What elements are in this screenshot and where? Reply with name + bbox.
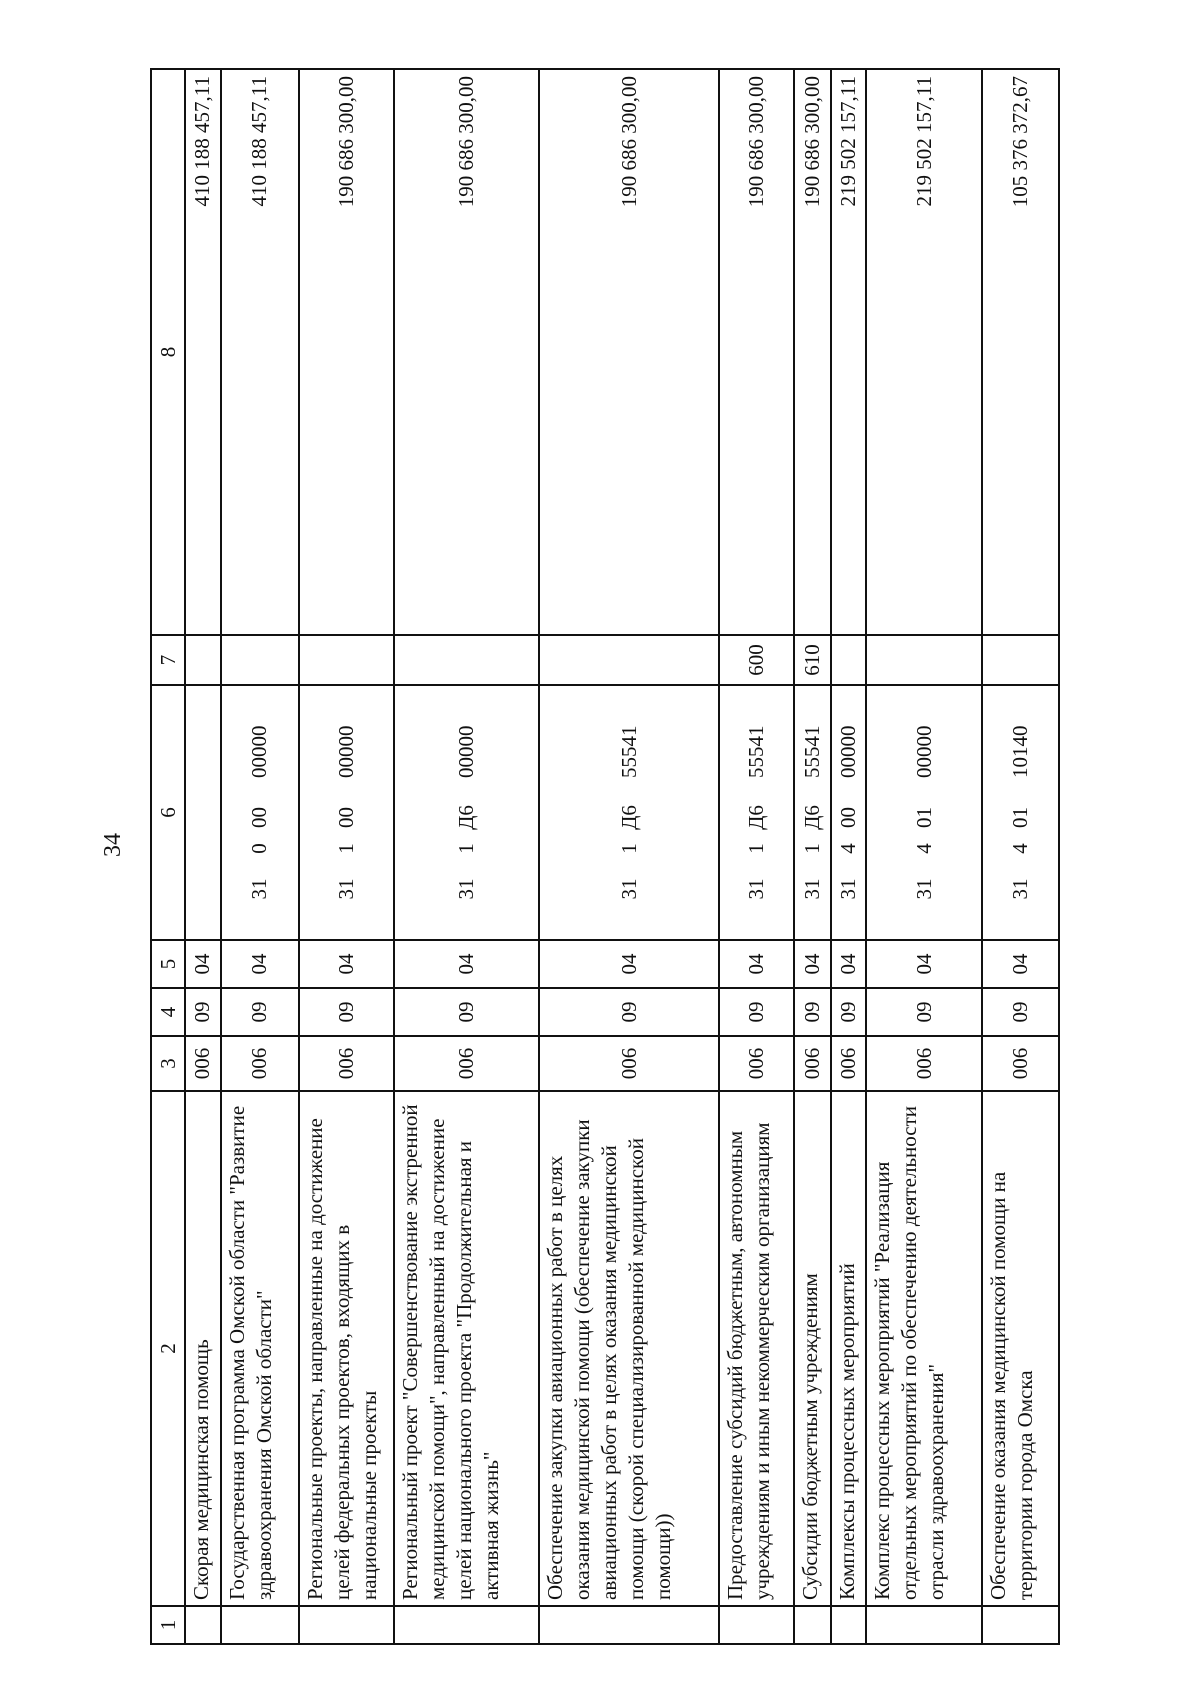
col3-cell: 006 — [831, 1036, 866, 1091]
col4-cell: 09 — [866, 988, 982, 1036]
target-code-cell: 311Д655541 — [539, 685, 719, 940]
col3-cell: 006 — [221, 1036, 299, 1091]
target-code-cell: 3140000000 — [831, 685, 866, 940]
row-index-cell — [185, 1606, 220, 1644]
col7-cell — [866, 635, 982, 685]
row-index-cell — [299, 1606, 394, 1644]
col5-cell: 04 — [539, 940, 719, 988]
row-index-cell — [866, 1606, 982, 1644]
page-number: 34 — [100, 833, 126, 857]
col3-cell: 006 — [539, 1036, 719, 1091]
row-name: Региональные проекты, направленные на достижение целей федеральных проектов, входящих в национальные проекты — [299, 1091, 394, 1606]
col7-cell: 600 — [719, 635, 794, 685]
col4-cell: 09 — [794, 988, 831, 1036]
amount-cell: 190 686 300,00 — [299, 69, 394, 635]
rotated-table-container — [150, 70, 1060, 1645]
target-code-cell: 3100000000 — [221, 685, 299, 940]
row-index-cell — [221, 1606, 299, 1644]
col4-cell: 09 — [719, 988, 794, 1036]
table-row — [394, 69, 539, 1644]
col3-cell: 006 — [299, 1036, 394, 1091]
col5-cell: 04 — [794, 940, 831, 988]
row-name: Обеспечение оказания медицинской помощи на территории города Омска — [982, 1091, 1059, 1606]
col4-cell: 09 — [185, 988, 220, 1036]
col3-cell: 006 — [794, 1036, 831, 1091]
col3-cell: 006 — [394, 1036, 539, 1091]
amount-cell: 105 376 372,67 — [982, 69, 1059, 635]
header-cell-7: 7 — [151, 635, 185, 685]
row-name: Скорая медицинская помощь — [185, 1091, 220, 1606]
header-cell-3: 3 — [151, 1036, 185, 1091]
target-code-cell: 311Д600000 — [394, 685, 539, 940]
col4-cell: 09 — [831, 988, 866, 1036]
row-index-cell — [831, 1606, 866, 1644]
col5-cell: 04 — [221, 940, 299, 988]
amount-cell: 219 502 157,11 — [831, 69, 866, 635]
table-row — [221, 69, 299, 1644]
header-cell-2: 2 — [151, 1091, 185, 1606]
target-code-cell: 3140100000 — [866, 685, 982, 940]
table-row — [719, 69, 794, 1644]
amount-cell: 190 686 300,00 — [794, 69, 831, 635]
row-name: Комплекс процессных мероприятий "Реализация отдельных мероприятий по обеспечению деятельности отрасли здравоохранения" — [866, 1091, 982, 1606]
row-index-cell — [982, 1606, 1059, 1644]
header-row — [151, 69, 185, 1644]
target-code-cell: 3110000000 — [299, 685, 394, 940]
row-index-cell — [794, 1606, 831, 1644]
col7-cell — [539, 635, 719, 685]
row-name: Субсидии бюджетным учреждениям — [794, 1091, 831, 1606]
table-row — [794, 69, 831, 1644]
header-cell-1: 1 — [151, 1606, 185, 1644]
table-row — [185, 69, 220, 1644]
col4-cell: 09 — [394, 988, 539, 1036]
row-index-cell — [719, 1606, 794, 1644]
col7-cell — [299, 635, 394, 685]
header-cell-4: 4 — [151, 988, 185, 1036]
budget-table — [150, 68, 1060, 1645]
col5-cell: 04 — [394, 940, 539, 988]
row-index-cell — [539, 1606, 719, 1644]
col4-cell: 09 — [221, 988, 299, 1036]
row-index-cell — [394, 1606, 539, 1644]
amount-cell: 219 502 157,11 — [866, 69, 982, 635]
table-row — [982, 69, 1059, 1644]
row-name: Комплексы процессных мероприятий — [831, 1091, 866, 1606]
col5-cell: 04 — [299, 940, 394, 988]
col5-cell: 04 — [982, 940, 1059, 988]
amount-cell: 190 686 300,00 — [394, 69, 539, 635]
amount-cell: 190 686 300,00 — [539, 69, 719, 635]
row-name: Государственная программа Омской области "Развитие здравоохранения Омской области" — [221, 1091, 299, 1606]
table-row — [831, 69, 866, 1644]
target-code-cell: 311Д655541 — [719, 685, 794, 940]
table-row — [866, 69, 982, 1644]
col7-cell: 610 — [794, 635, 831, 685]
col5-cell: 04 — [866, 940, 982, 988]
row-name: Обеспечение закупки авиационных работ в целях оказания медицинской помощи (обеспечение закупки авиационных работ в целях оказания медицинской помощи (скорой специализированной медицинской помощи)) — [539, 1091, 719, 1606]
col7-cell — [831, 635, 866, 685]
col3-cell: 006 — [719, 1036, 794, 1091]
col7-cell — [185, 635, 220, 685]
col4-cell: 09 — [539, 988, 719, 1036]
target-code-cell — [185, 685, 220, 940]
header-cell-6: 6 — [151, 685, 185, 940]
amount-cell: 190 686 300,00 — [719, 69, 794, 635]
row-name: Предоставление субсидий бюджетным, автономным учреждениям и иным некоммерческим организациям — [719, 1091, 794, 1606]
col3-cell: 006 — [982, 1036, 1059, 1091]
col7-cell — [221, 635, 299, 685]
col5-cell: 04 — [719, 940, 794, 988]
col7-cell — [982, 635, 1059, 685]
col4-cell: 09 — [982, 988, 1059, 1036]
col5-cell: 04 — [831, 940, 866, 988]
table-row — [539, 69, 719, 1644]
table-row — [299, 69, 394, 1644]
header-cell-8: 8 — [151, 69, 185, 635]
target-code-cell: 311Д655541 — [794, 685, 831, 940]
amount-cell: 410 188 457,11 — [221, 69, 299, 635]
row-name: Региональный проект "Совершенствование экстренной медицинской помощи", направленный на достижение целей национального проекта "Продолжительная и активная жизнь" — [394, 1091, 539, 1606]
target-code-cell: 3140110140 — [982, 685, 1059, 940]
col5-cell: 04 — [185, 940, 220, 988]
header-cell-5: 5 — [151, 940, 185, 988]
col7-cell — [394, 635, 539, 685]
col3-cell: 006 — [866, 1036, 982, 1091]
col3-cell: 006 — [185, 1036, 220, 1091]
col4-cell: 09 — [299, 988, 394, 1036]
amount-cell: 410 188 457,11 — [185, 69, 220, 635]
